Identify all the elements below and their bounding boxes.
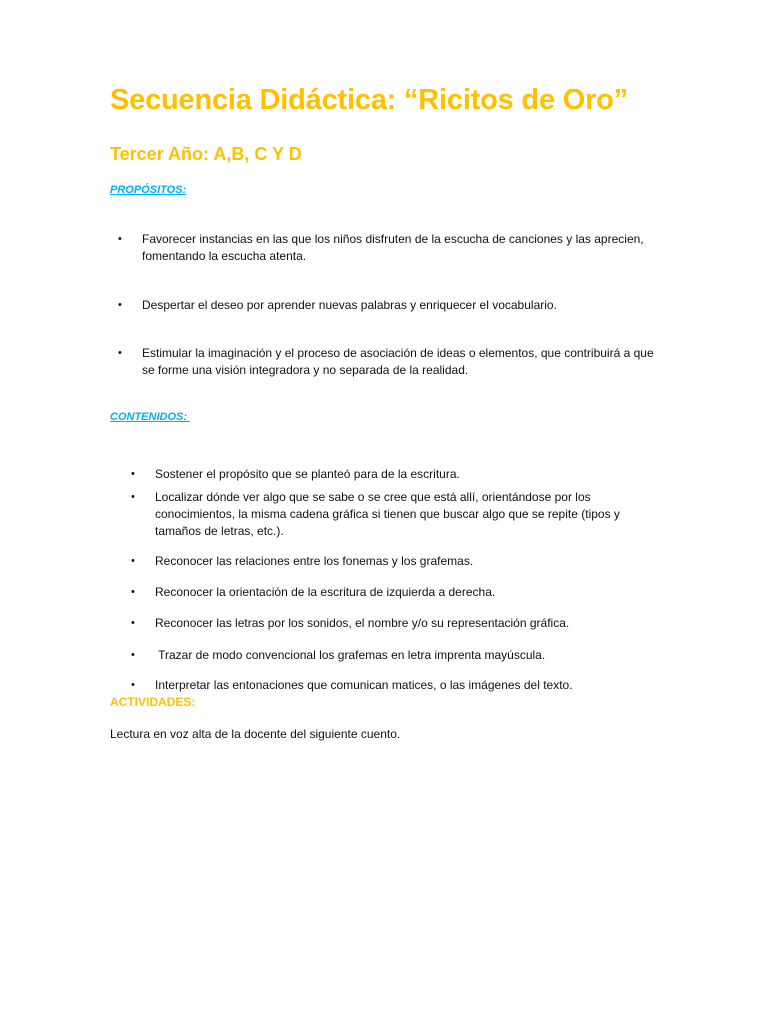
activities-heading: ACTIVIDADES:: [110, 695, 196, 709]
bullet-icon: •: [118, 233, 122, 245]
bullet-icon: •: [131, 679, 135, 691]
bullet-icon: •: [131, 468, 135, 480]
bullet-icon: •: [131, 555, 135, 567]
content-item-text: Reconocer las letras por los sonidos, el nombre y/o su representación gráfica.: [155, 616, 570, 630]
purpose-item-text: Favorecer instancias en las que los niños disfruten de la escucha de canciones y las aprecien, fomentando la escucha atenta.: [142, 232, 644, 263]
purpose-item-text: Despertar el deseo por aprender nuevas palabras y enriquecer el vocabulario.: [142, 298, 557, 312]
contents-heading: CONTENIDOS:: [110, 411, 191, 423]
content-item-text: Interpretar las entonaciones que comunican matices, o las imágenes del texto.: [155, 678, 573, 692]
purposes-heading: PROPÓSITOS:: [110, 184, 187, 196]
bullet-icon: •: [118, 299, 122, 311]
bullet-icon: •: [131, 586, 135, 598]
bullet-icon: •: [131, 649, 135, 661]
content-item-text: Reconocer las relaciones entre los fonemas y los grafemas.: [155, 554, 474, 568]
content-item-text: Trazar de modo convencional los grafemas en letra imprenta mayúscula.: [155, 648, 546, 662]
document-subtitle: Tercer Año: A,B, C Y D: [110, 144, 302, 164]
purpose-item-text: Estimular la imaginación y el proceso de asociación de ideas o elementos, que contribuirá a que se forme una visión integradora y no separada de la realidad.: [142, 346, 654, 377]
content-item-text: Reconocer la orientación de la escritura de izquierda a derecha.: [155, 585, 496, 599]
content-item-text: Localizar dónde ver algo que se sabe o se cree que está allí, orientándose por los conocimientos, la misma cadena gráfica si tienen que buscar algo que se repite (tipos y tamaños de letras, etc.).: [155, 490, 620, 538]
bullet-icon: •: [118, 347, 122, 359]
activities-text: Lectura en voz alta de la docente del siguiente cuento.: [110, 727, 401, 741]
bullet-icon: •: [131, 617, 135, 629]
bullet-icon: •: [131, 491, 135, 503]
content-item-text: Sostener el propósito que se planteó para de la escritura.: [155, 467, 460, 481]
document-title: Secuencia Didáctica: “Ricitos de Oro”: [110, 84, 628, 116]
